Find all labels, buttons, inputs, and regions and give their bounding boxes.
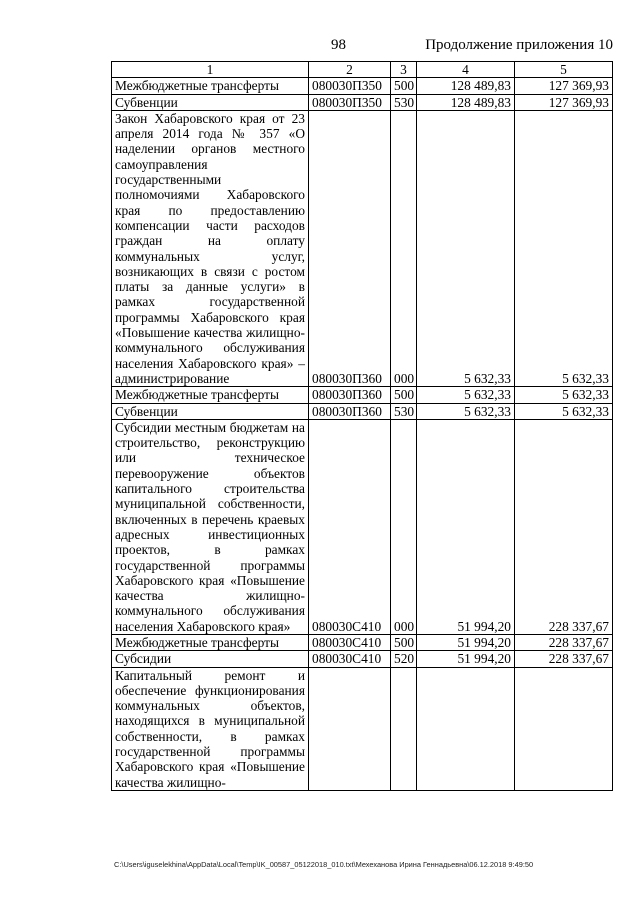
row-value-5 [515, 667, 613, 790]
row-name: Закон Хабаровского края от 23 апреля 2014 года № 357 «О наделении органов местного самоуправления государственными полномочиями Хабаровского края по предоставлению компенсации части расходов граждан на оплату коммунальных услуг, возникающих в связи с ростом платы за данные услуги» в рамках государственной программы Хабаровского края «Повышение качества жилищно-коммунального обслуживания населения Хабаровского края» – администрирование [112, 110, 309, 386]
table-row [112, 651, 613, 667]
row-value-5: 127 369,93 [515, 78, 613, 94]
column-header: 5 [515, 62, 613, 78]
row-kind: 000 [391, 419, 417, 634]
row-value-4: 5 632,33 [417, 403, 515, 419]
column-header: 2 [309, 62, 391, 78]
row-name: Субсидии [112, 651, 309, 667]
row-value-5: 5 632,33 [515, 110, 613, 386]
row-kind [391, 667, 417, 790]
row-code [309, 667, 391, 790]
row-value-4 [417, 667, 515, 790]
row-value-4: 5 632,33 [417, 110, 515, 386]
table-row [112, 387, 613, 403]
row-code: 080030С410 [309, 419, 391, 634]
row-code: 080030П350 [309, 78, 391, 94]
table-row [112, 78, 613, 94]
row-code: 080030П350 [309, 94, 391, 110]
row-name: Капитальный ремонт и обеспечение функционирования коммунальных объектов, находящихся в муниципальной собственности, в рамках государственной программы Хабаровского края «Повышение качества жилищно- [112, 667, 309, 790]
row-name: Межбюджетные трансферты [112, 78, 309, 94]
row-value-4: 5 632,33 [417, 387, 515, 403]
row-value-5: 228 337,67 [515, 634, 613, 650]
row-name: Субвенции [112, 94, 309, 110]
row-code: 080030С410 [309, 634, 391, 650]
table-row [112, 94, 613, 110]
row-value-5: 5 632,33 [515, 403, 613, 419]
table-row [112, 667, 613, 790]
footer-file-path: C:\Users\iguselekhina\AppData\Local\Temp\IK_00587_05122018_010.txt\Мехеханова Ирина Геннадьевна\06.12.2018 9:49:50 [114, 860, 534, 869]
table-row [112, 403, 613, 419]
row-value-5: 127 369,93 [515, 94, 613, 110]
column-header: 3 [391, 62, 417, 78]
row-kind: 500 [391, 634, 417, 650]
table-row [112, 419, 613, 634]
page-caption: Продолжение приложения 10 [425, 37, 613, 53]
row-kind: 000 [391, 110, 417, 386]
row-value-4: 128 489,83 [417, 94, 515, 110]
row-name: Субвенции [112, 403, 309, 419]
row-name: Межбюджетные трансферты [112, 387, 309, 403]
table-row [112, 634, 613, 650]
row-value-4: 51 994,20 [417, 419, 515, 634]
row-kind: 520 [391, 651, 417, 667]
row-value-5: 5 632,33 [515, 387, 613, 403]
row-value-5: 228 337,67 [515, 651, 613, 667]
row-value-5: 228 337,67 [515, 419, 613, 634]
row-code: 080030П360 [309, 387, 391, 403]
row-name: Межбюджетные трансферты [112, 634, 309, 650]
row-kind: 530 [391, 403, 417, 419]
table-row [112, 110, 613, 386]
column-header: 4 [417, 62, 515, 78]
row-code: 080030С410 [309, 651, 391, 667]
row-value-4: 51 994,20 [417, 634, 515, 650]
row-kind: 500 [391, 387, 417, 403]
row-name: Субсидии местным бюджетам на строительство, реконструкцию или техническое перевооружение объектов капитального строительства муниципальной собственности, включенных в перечень краевых адресных инвестиционных проектов, в рамках государственной программы Хабаровского края «Повышение качества жилищно-коммунального обслуживания населения Хабаровского края» [112, 419, 309, 634]
budget-table [111, 61, 613, 791]
column-header: 1 [112, 62, 309, 78]
row-value-4: 51 994,20 [417, 651, 515, 667]
column-number-row [112, 62, 613, 78]
page-number: 98 [331, 37, 346, 53]
row-code: 080030П360 [309, 403, 391, 419]
row-code: 080030П360 [309, 110, 391, 386]
row-value-4: 128 489,83 [417, 78, 515, 94]
row-kind: 500 [391, 78, 417, 94]
row-kind: 530 [391, 94, 417, 110]
